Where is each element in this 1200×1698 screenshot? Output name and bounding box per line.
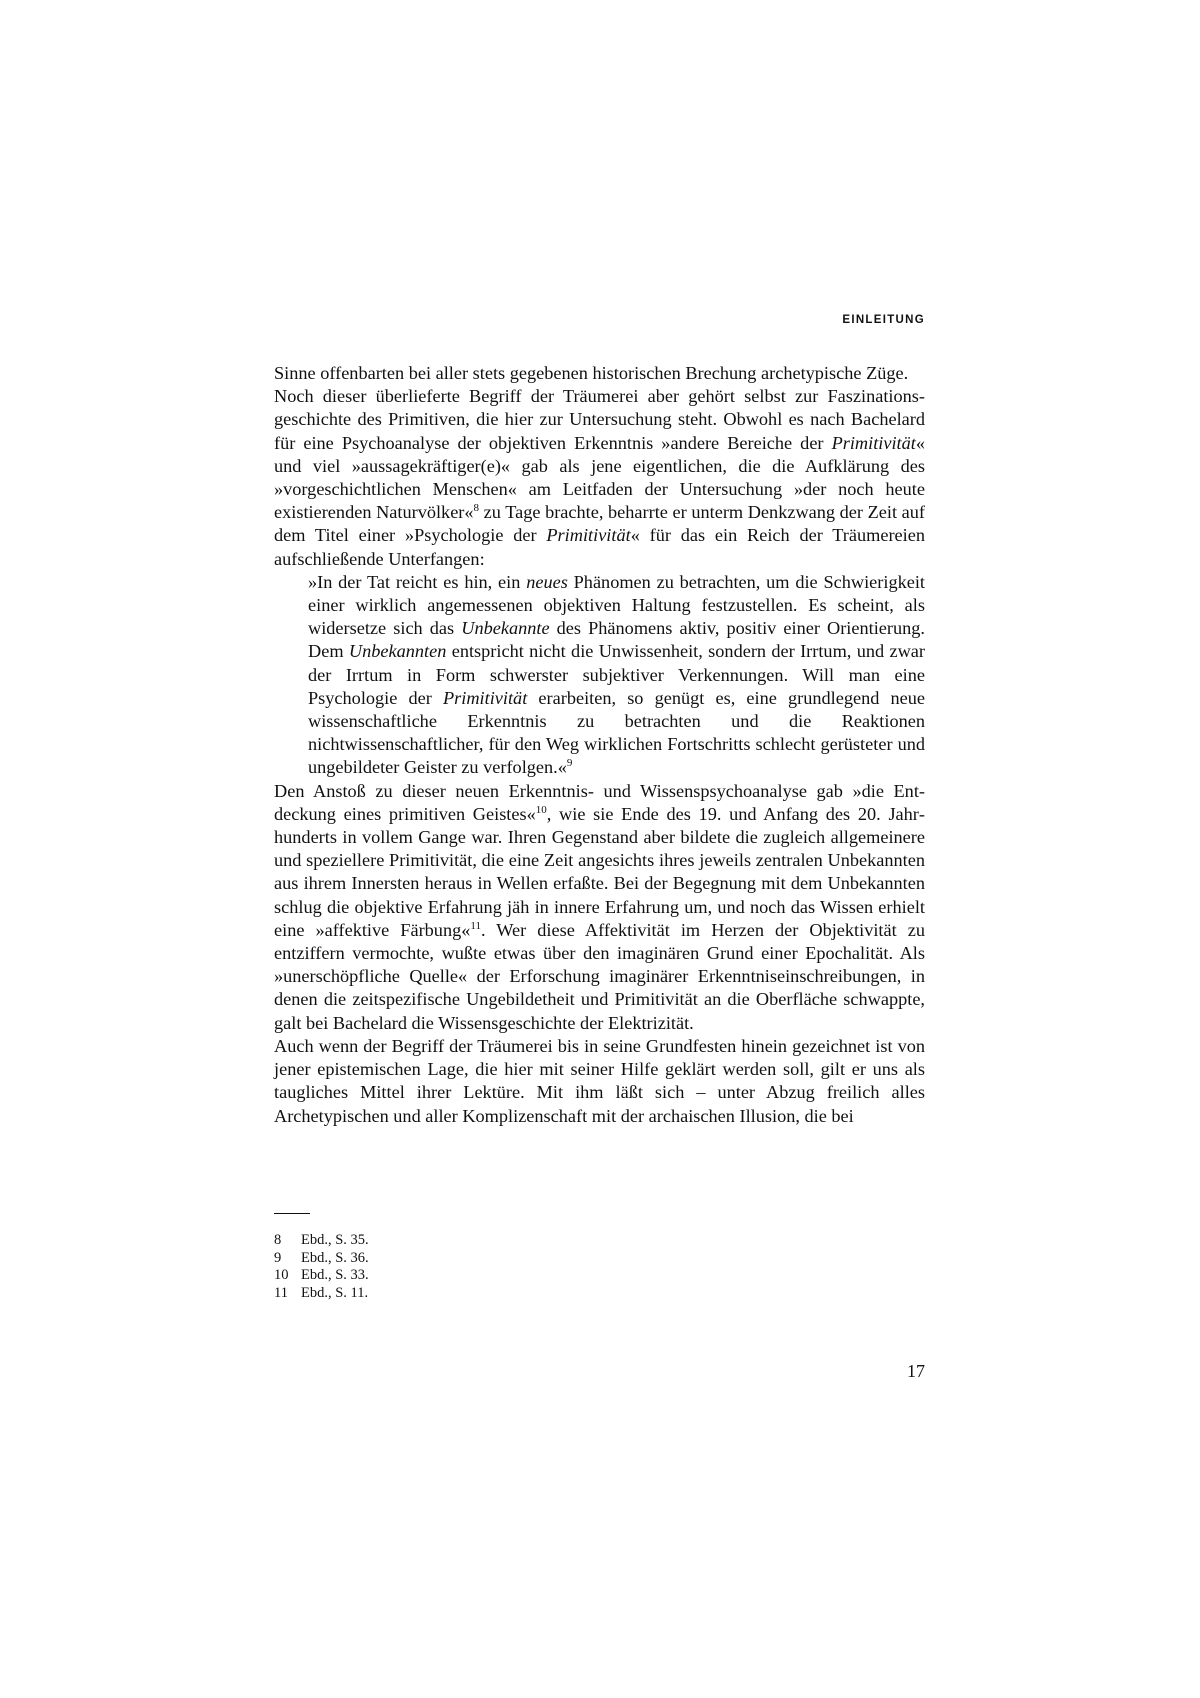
paragraph-3-text: . Wer diese Affektivität im Herzen der Objektivität zu entziffern vermochte, wußte etwas über den imaginären Grund einer Epochalität. Als »unerschöpfliche Quelle« der Erforschung imaginärer Erkenntniseinschreibungen, in denen die zeitspezifische Ungebildetheit und Primitivität an die Oberfläche schwappte, galt bei Bachelard die Wissensgeschichte der Elektrizität. xyxy=(274,919,926,1033)
footnote-text: Ebd., S. 36. xyxy=(301,1249,369,1266)
body-text xyxy=(274,362,925,1128)
emphasis: Primitivität xyxy=(831,432,916,453)
paragraph-3-text: , wie sie Ende des 19. und Anfang des 20. Jahrhunderts in vollem Gange war. Ihren Gegenstand aber bildete die zugleich allgemeinere und speziellere Primitivität, die eine Zeit angesichts ihres jeweils zentralen Unbekannten aus ihrem Innersten heraus in Wellen erfaßte. Bei der Begegnung mit dem Unbekannten schlug die objektive Erfahrung jäh in innere Erfahrung um, und noch das Wissen erhielt eine »affektive Färbung« xyxy=(274,803,925,940)
footnote-marker[interactable]: 9 xyxy=(566,757,573,770)
quote-text: »In der Tat reicht es hin, ein xyxy=(308,571,527,592)
footnote-number: 11 xyxy=(274,1284,288,1301)
running-head: EINLEITUNG xyxy=(842,314,925,326)
block-quote xyxy=(308,571,925,780)
paragraph-2-text: « für das ein Reich der Träumereien aufschließende Unterfangen: xyxy=(274,525,925,569)
quote-text: des Phänomens aktiv, positiv einer Orientierung. Dem xyxy=(308,618,925,662)
paragraph-4: Auch wenn der Begriff der Träumerei bis in seine Grundfesten hinein gezeichnet ist von jener epistemischen Lage, die hier mit seiner Hilfe geklärt werden soll, gilt er uns als taugliches Mittel ihrer Lektüre. Mit ihm läßt sich – unter Abzug freilich alles Archetypischen und aller Komplizenschaft mit der archaischen Illusion, die bei xyxy=(274,1035,925,1126)
footnote-number: 10 xyxy=(274,1267,289,1284)
paragraph-2-text: « und viel »aussagekräftiger(e)« gab als jene eigentlichen, die die Aufklärung des »vorgeschichtlichen Menschen« am Leitfaden der Untersuchung »der noch heute existierenden Naturvölker« xyxy=(274,432,925,523)
footnote-rule xyxy=(274,1213,310,1214)
footnote xyxy=(274,1250,369,1268)
quote-text: Phänomen zu betrachten, um die Schwierigkeit einer wirklich angemessenen objektiven Haltung festzustellen. Es scheint, als widersetze sich das xyxy=(308,571,926,639)
footnote-marker[interactable]: 11 xyxy=(470,919,481,932)
paragraph-3 xyxy=(274,780,925,1035)
footnotes xyxy=(274,1232,369,1302)
emphasis: Primitivität xyxy=(546,525,631,546)
paragraph-2-text: zu Tage brachte, beharrte er unterm Denkzwang der Zeit auf dem Titel einer »Psychologie der xyxy=(274,502,926,546)
page-number: 17 xyxy=(907,1361,925,1381)
paragraph-1: Sinne offenbarten bei aller stets gegebenen historischen Brechung archetypische Züge. xyxy=(274,363,909,383)
quote-text: entspricht nicht die Unwissenheit, sondern der Irrtum, und zwar der Irrtum in Form schwerster subjektiver Verkennungen. Will man eine Psychologie der xyxy=(308,641,925,708)
emphasis: Unbekannte xyxy=(461,618,550,639)
footnote-marker[interactable]: 10 xyxy=(535,803,547,816)
footnote-number: 9 xyxy=(274,1249,282,1266)
paragraph-3-text: Den Anstoß zu dieser neuen Erkenntnis- und Wissenspsychoanalyse gab »die Entdeckung eines primitiven Geistes« xyxy=(274,780,925,824)
footnote xyxy=(274,1232,369,1250)
footnote-text: Ebd., S. 11. xyxy=(301,1284,369,1301)
quote-text: erarbeiten, so genügt es, eine grundlegend neue wissenschaftliche Erkenntnis zu betrachten und die Reaktionen nichtwissenschaftlicher, für den Weg wirklichen Fortschritts schlecht gerüsteter und ungebildeter Geister zu verfolgen.« xyxy=(308,687,925,778)
footnote xyxy=(274,1267,369,1285)
emphasis: neues xyxy=(526,571,568,592)
footnote-text: Ebd., S. 33. xyxy=(301,1267,369,1284)
emphasis: Unbekannten xyxy=(348,641,447,662)
footnote-text: Ebd., S. 35. xyxy=(301,1232,369,1248)
emphasis: Primitivität xyxy=(442,687,528,708)
paragraph-2-text: Noch dieser überlieferte Begriff der Träumerei aber gehört selbst zur Faszinationsgeschichte des Primitiven, die hier zur Untersuchung steht. Obwohl es nach Bachelard für eine Psychoanalyse der objektiven Erkenntnis »andere Bereiche der xyxy=(274,386,925,453)
book-page xyxy=(274,0,925,1698)
footnote-marker[interactable]: 8 xyxy=(473,502,480,515)
paragraph-2 xyxy=(274,385,925,571)
footnote-number: 8 xyxy=(274,1232,282,1248)
footnote xyxy=(274,1285,369,1303)
